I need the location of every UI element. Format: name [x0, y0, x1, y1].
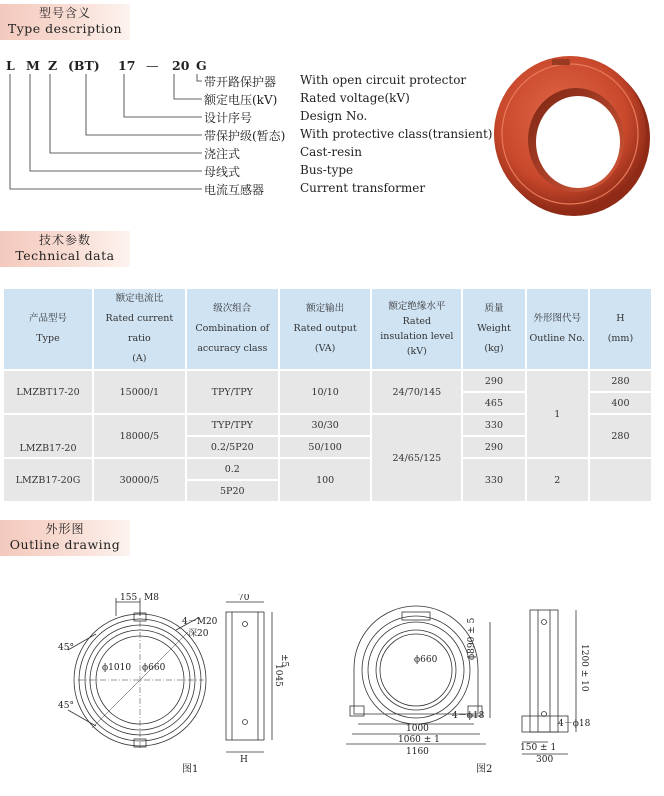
cell-accuracy: 5P20 — [187, 481, 278, 501]
cell-outline: 2 — [527, 459, 588, 501]
code-20: 20 — [172, 58, 190, 73]
figure2-side-view — [508, 594, 608, 764]
header-weight: 质量 Weight (kg) — [463, 289, 524, 369]
code-BT: (BT) — [68, 58, 100, 73]
cell-h: 280 — [590, 371, 651, 391]
cell-output: 100 — [280, 459, 370, 501]
cell-output: 50/100 — [280, 437, 370, 457]
cell-type: LMZB17-20G — [4, 459, 92, 501]
dim-phi1010: ϕ1010 — [102, 663, 132, 673]
dim-150: 150 ± 1 — [520, 743, 557, 753]
code-dash: — — [146, 58, 159, 73]
table-row — [4, 371, 651, 391]
section-title-zh: 外形图 — [45, 522, 85, 536]
desc-en-4: Cast-resin — [300, 145, 362, 159]
desc-en-3: With protective class(transient) — [300, 127, 493, 141]
desc-zh-4: 浇注式 — [204, 147, 241, 161]
dim-m8: M8 — [144, 593, 159, 603]
dim-depth: 深20 — [188, 629, 209, 639]
desc-zh-0: 带开路保护器 — [204, 75, 277, 89]
dim-1000: 1000 — [406, 724, 429, 734]
cell-accuracy: 0.2/5P20 — [187, 437, 278, 457]
section-title-en: Type description — [7, 21, 123, 36]
dim-phi890: ϕ890 ± 5 — [467, 617, 477, 660]
code-G: G — [196, 58, 207, 73]
cell-outline: 1 — [527, 371, 588, 457]
figure2-front-view — [344, 598, 504, 768]
header-output: 额定输出 Rated output (VA) — [280, 289, 370, 369]
code-L: L — [6, 58, 15, 73]
figure2-label: 图2 — [476, 764, 493, 775]
cell-accuracy: TYP/TPY — [187, 415, 278, 435]
product-photo-ring-transformer — [488, 52, 656, 220]
dim-1045: 1045 — [273, 664, 283, 687]
cell-accuracy: 0.2 — [187, 459, 278, 479]
section-title-zh: 型号含义 — [38, 6, 91, 20]
dim-phi660: ϕ660 — [414, 655, 438, 665]
cell-type: LMZBT17-20 — [4, 371, 92, 413]
desc-en-6: Current transformer — [300, 181, 426, 195]
table-header-row — [4, 289, 651, 369]
header-h: H (mm) — [590, 289, 651, 369]
desc-en-2: Design No. — [300, 109, 368, 123]
cell-accuracy: TPY/TPY — [187, 371, 278, 413]
dim-1160: 1160 — [406, 747, 429, 757]
desc-zh-3: 带保护级(暂态) — [204, 129, 286, 143]
cell-output: 30/30 — [280, 415, 370, 435]
cell-weight: 330 — [463, 415, 524, 435]
code-Z: Z — [48, 58, 58, 73]
dim-holes2: 4－ϕ18 — [558, 719, 591, 729]
cell-h: 280 — [590, 415, 651, 457]
cell-weight: 290 — [463, 371, 524, 391]
dim-phi660: ϕ660 — [142, 663, 166, 673]
header-type: 产品型号 Type — [4, 289, 92, 369]
dim-holes: 4－M20 — [182, 617, 218, 627]
technical-data-table — [2, 287, 653, 503]
code-M: M — [26, 58, 40, 73]
section-header-outline-drawing — [0, 520, 130, 556]
cell-type: LMZB17-20 — [4, 415, 92, 457]
code-17: 17 — [118, 58, 136, 73]
section-title-en: Technical data — [15, 248, 115, 263]
section-title-zh: 技术参数 — [38, 233, 91, 247]
cell-weight: 290 — [463, 437, 524, 457]
cell-ratio: 30000/5 — [94, 459, 185, 501]
dim-1060: 1060 ± 1 — [398, 735, 440, 745]
header-ratio: 额定电流比 Rated current ratio (A) — [94, 289, 185, 369]
header-insulation: 额定绝缘水平 Rated insulation level (kV) — [372, 289, 461, 369]
desc-zh-2: 设计序号 — [204, 111, 253, 125]
section-header-technical-data — [0, 231, 130, 267]
table-row — [4, 459, 651, 479]
cell-h-empty — [590, 459, 651, 501]
cell-weight: 330 — [463, 459, 524, 501]
dim-holes: 4－ϕ18 — [452, 711, 485, 721]
dim-45b: 45° — [58, 701, 74, 711]
dim-70: 70 — [238, 594, 250, 603]
desc-en-5: Bus-type — [300, 163, 354, 177]
cell-output: 10/10 — [280, 371, 370, 413]
dim-155: 155 — [120, 593, 138, 603]
cell-insulation: 24/70/145 — [372, 371, 461, 413]
dim-tol: ±5 — [279, 654, 289, 668]
dim-45a: 45° — [58, 643, 74, 653]
cell-ratio: 18000/5 — [94, 415, 185, 457]
dim-300: 300 — [536, 755, 554, 764]
cell-insulation: 24/65/125 — [372, 415, 461, 501]
cell-weight: 465 — [463, 393, 524, 413]
cell-h: 400 — [590, 393, 651, 413]
header-accuracy: 级次组合 Combination of accuracy class — [187, 289, 278, 369]
desc-zh-5: 母线式 — [204, 165, 241, 179]
desc-en-1: Rated voltage(kV) — [300, 91, 410, 105]
dim-1200: 1200 ± 10 — [579, 644, 589, 692]
figure1-side-view — [212, 594, 292, 764]
desc-zh-1: 额定电压(kV) — [204, 93, 278, 107]
header-outline: 外形图代号 Outline No. — [527, 289, 588, 369]
dim-H: H — [240, 755, 248, 764]
desc-zh-6: 电流互感器 — [204, 183, 265, 197]
cell-ratio: 15000/1 — [94, 371, 185, 413]
figure1-label: 图1 — [182, 764, 199, 775]
section-title-en: Outline drawing — [9, 537, 121, 552]
desc-en-0: With open circuit protector — [300, 73, 467, 87]
